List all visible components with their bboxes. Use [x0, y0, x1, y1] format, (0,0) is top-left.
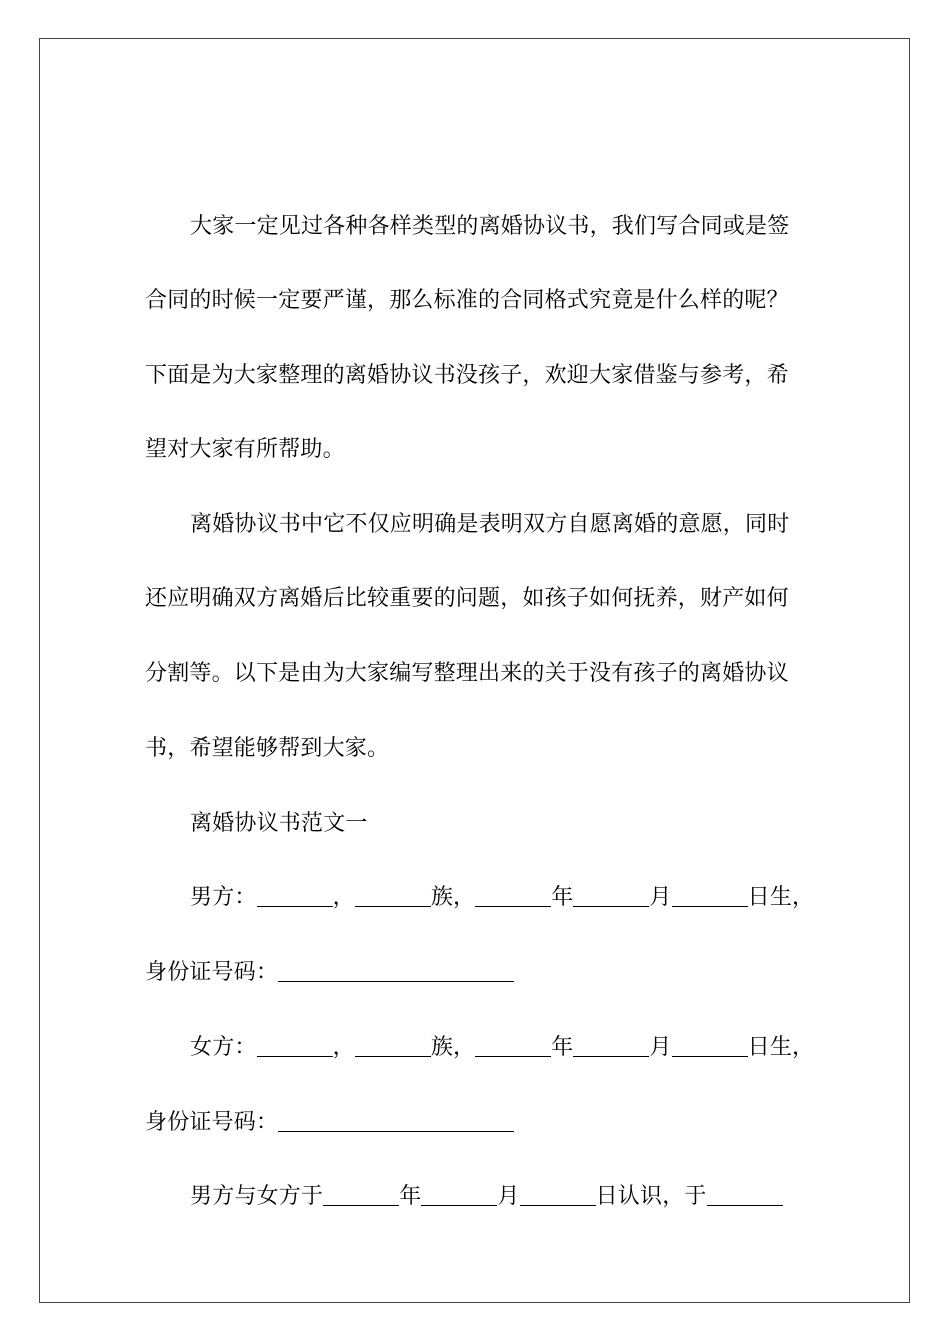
birth-day-label: 日生，	[747, 1035, 815, 1060]
female-id-line	[145, 1109, 514, 1137]
female-info-line	[190, 1034, 814, 1062]
male-month-blank[interactable]	[573, 886, 649, 907]
male-ethnic-blank[interactable]	[355, 886, 431, 907]
male-day-blank[interactable]	[672, 886, 748, 907]
intro-line-3: 下面是为大家整理的离婚协议书没孩子，欢迎大家借鉴与参考，希	[145, 363, 789, 388]
male-id-blank[interactable]	[278, 961, 514, 982]
second-line-1: 离婚协议书中它不仅应明确是表明双方自愿离婚的意愿，同时	[190, 512, 790, 537]
meet-year-blank[interactable]	[323, 1185, 399, 1206]
second-line-4: 书，希望能够帮到大家。	[145, 736, 390, 761]
male-id-line	[145, 959, 514, 987]
meet-prefix: 男方与女方于	[190, 1184, 324, 1209]
female-label: 女方：	[190, 1035, 257, 1060]
male-info-line	[190, 884, 814, 912]
male-year-blank[interactable]	[475, 886, 551, 907]
female-year-blank[interactable]	[475, 1036, 551, 1057]
meet-line	[190, 1183, 783, 1211]
month-label: 月	[649, 1035, 672, 1060]
id-label: 身份证号码：	[145, 960, 279, 985]
second-line-3: 分割等。以下是由为大家编写整理出来的关于没有孩子的离婚协议	[145, 661, 789, 686]
comma: ，	[332, 885, 355, 910]
second-line-2: 还应明确双方离婚后比较重要的问题，如孩子如何抚养，财产如何	[145, 586, 789, 611]
meet-day-blank[interactable]	[520, 1185, 596, 1206]
female-ethnic-blank[interactable]	[355, 1036, 431, 1057]
comma: ，	[332, 1035, 355, 1060]
marriage-date-blank[interactable]	[707, 1185, 783, 1206]
id-label: 身份证号码：	[145, 1110, 279, 1135]
intro-line-4: 望对大家有所帮助。	[145, 437, 345, 462]
ethnic-label: 族，	[430, 1035, 476, 1060]
year-label: 年	[551, 885, 574, 910]
female-name-blank[interactable]	[257, 1036, 333, 1057]
month-label: 月	[497, 1184, 520, 1209]
sample-title: 离婚协议书范文一	[190, 811, 368, 836]
female-day-blank[interactable]	[672, 1036, 748, 1057]
male-label: 男方：	[190, 885, 257, 910]
male-name-blank[interactable]	[257, 886, 333, 907]
birth-day-label: 日生，	[747, 885, 815, 910]
ethnic-label: 族，	[430, 885, 476, 910]
intro-line-1: 大家一定见过各种各样类型的离婚协议书，我们写合同或是签	[190, 214, 790, 239]
female-month-blank[interactable]	[573, 1036, 649, 1057]
meet-month-blank[interactable]	[421, 1185, 497, 1206]
intro-line-2: 合同的时候一定要严谨，那么标准的合同格式究竟是什么样的呢？	[145, 288, 789, 313]
female-id-blank[interactable]	[278, 1111, 514, 1132]
month-label: 月	[649, 885, 672, 910]
year-label: 年	[551, 1035, 574, 1060]
meet-day-label: 日认识，于	[595, 1184, 707, 1209]
year-label: 年	[399, 1184, 422, 1209]
